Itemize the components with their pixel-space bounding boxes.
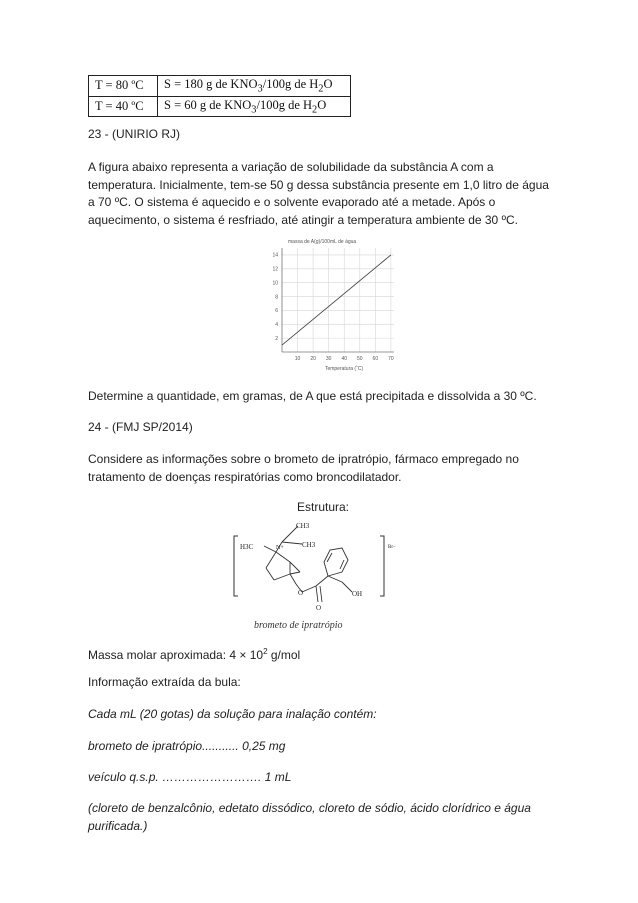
table-row xyxy=(89,76,351,97)
chart-x-ticks xyxy=(295,356,394,362)
x-tick-label: 20 xyxy=(310,356,316,362)
solubility-cell: S = 180 g de $KNO_3/100g$ de $H_2O$ xyxy=(158,76,351,97)
x-tick-label: 60 xyxy=(372,356,379,362)
series-line xyxy=(282,255,391,345)
ester-oxygen-label: O xyxy=(298,589,304,597)
y-tick-label: 14 xyxy=(272,252,278,259)
carbonyl-oxygen-label: O xyxy=(316,604,322,612)
y-tick-label: 12 xyxy=(272,266,278,273)
ipratropium-structure xyxy=(232,522,410,638)
y-tick-label: 2 xyxy=(275,335,278,342)
solubility-chart xyxy=(252,236,400,374)
question-23-prompt: Determine a quantidade, em gramas, de A que está precipitada e dissolvida a 30 ºC. xyxy=(88,389,537,403)
question-24-heading: 24 - (FMJ SP/2014) xyxy=(88,420,193,434)
y-tick-label: 8 xyxy=(275,294,278,301)
bula-line-1: Cada mL (20 gotas) da solução para inalação contém: xyxy=(88,707,377,721)
h3c-label: H3C xyxy=(240,543,254,551)
x-tick-label: 30 xyxy=(325,356,332,362)
temperature-cell: T = 80 ºC xyxy=(89,76,158,97)
temperature-cell: T = 40 ºC xyxy=(89,96,158,117)
solubility-cell: S = 60 g de $KNO_3/100g$ de $H_2O$ xyxy=(158,96,351,117)
n-plus-label: N+ xyxy=(276,545,284,551)
chart-xlabel: Temperatura (˚C) xyxy=(324,366,364,372)
x-tick-label: 70 xyxy=(388,356,394,362)
tropane-ring xyxy=(264,526,352,602)
left-bracket xyxy=(234,536,238,596)
bula-line-3: veículo q.s.p. ……………………. 1 mL xyxy=(88,770,292,784)
y-tick-label: 4 xyxy=(275,322,278,329)
bula-label: Informação extraída da bula: xyxy=(88,675,241,689)
table-row xyxy=(89,96,351,117)
chart-series xyxy=(282,255,391,345)
y-tick-label: 6 xyxy=(275,308,278,315)
chart-axes xyxy=(282,248,394,352)
question-24-paragraph: Considere as informações sobre o brometo de ipratrópio, fármaco empregado no tratamento de doenças respiratórias como broncodilatador. xyxy=(88,452,519,484)
chart-y-ticks xyxy=(272,253,278,342)
question-23-heading: 23 - (UNIRIO RJ) xyxy=(88,127,181,141)
question-23-paragraph: A figura abaixo representa a variação de solubilidade da substância A com a temperatura. Inicialmente, tem-se 50 g dessa substância presente em 1,0 litro de água a 70 ºC. O sistema é aquecido e o solvente evaporado até a metade. Após o aquecimento, o sistema é resfriado, até atingir a temperatura ambiente de 30 ºC. xyxy=(88,160,549,227)
molar-mass: Massa molar aproximada: $4 \times 10^2$ g/mol xyxy=(88,647,301,662)
x-tick-label: 40 xyxy=(341,356,348,362)
right-bracket xyxy=(380,536,384,596)
y-tick-label: 10 xyxy=(272,280,278,287)
ch3-right-label: CH3 xyxy=(302,541,316,549)
oh-label: OH xyxy=(352,590,363,598)
structure-caption: brometo de ipratrópio xyxy=(254,620,343,631)
ch3-top-label: CH3 xyxy=(296,522,310,530)
bula-line-2: brometo de ipratrópio........... 0,25 mg xyxy=(88,739,286,753)
bula-line-4: (cloreto de benzalcônio, edetato dissódico, cloreto de sódio, ácido clorídrico e água purificada.) xyxy=(88,801,531,833)
solubility-table xyxy=(88,75,351,117)
structure-label: Estrutura: xyxy=(296,500,350,514)
bromide-label: Br− xyxy=(388,545,396,550)
x-tick-label: 10 xyxy=(294,356,301,362)
x-tick-label: 50 xyxy=(356,356,363,362)
chart-grid xyxy=(282,248,394,352)
chart-ylabel: massa de A(g)/100mL de água xyxy=(288,239,357,245)
